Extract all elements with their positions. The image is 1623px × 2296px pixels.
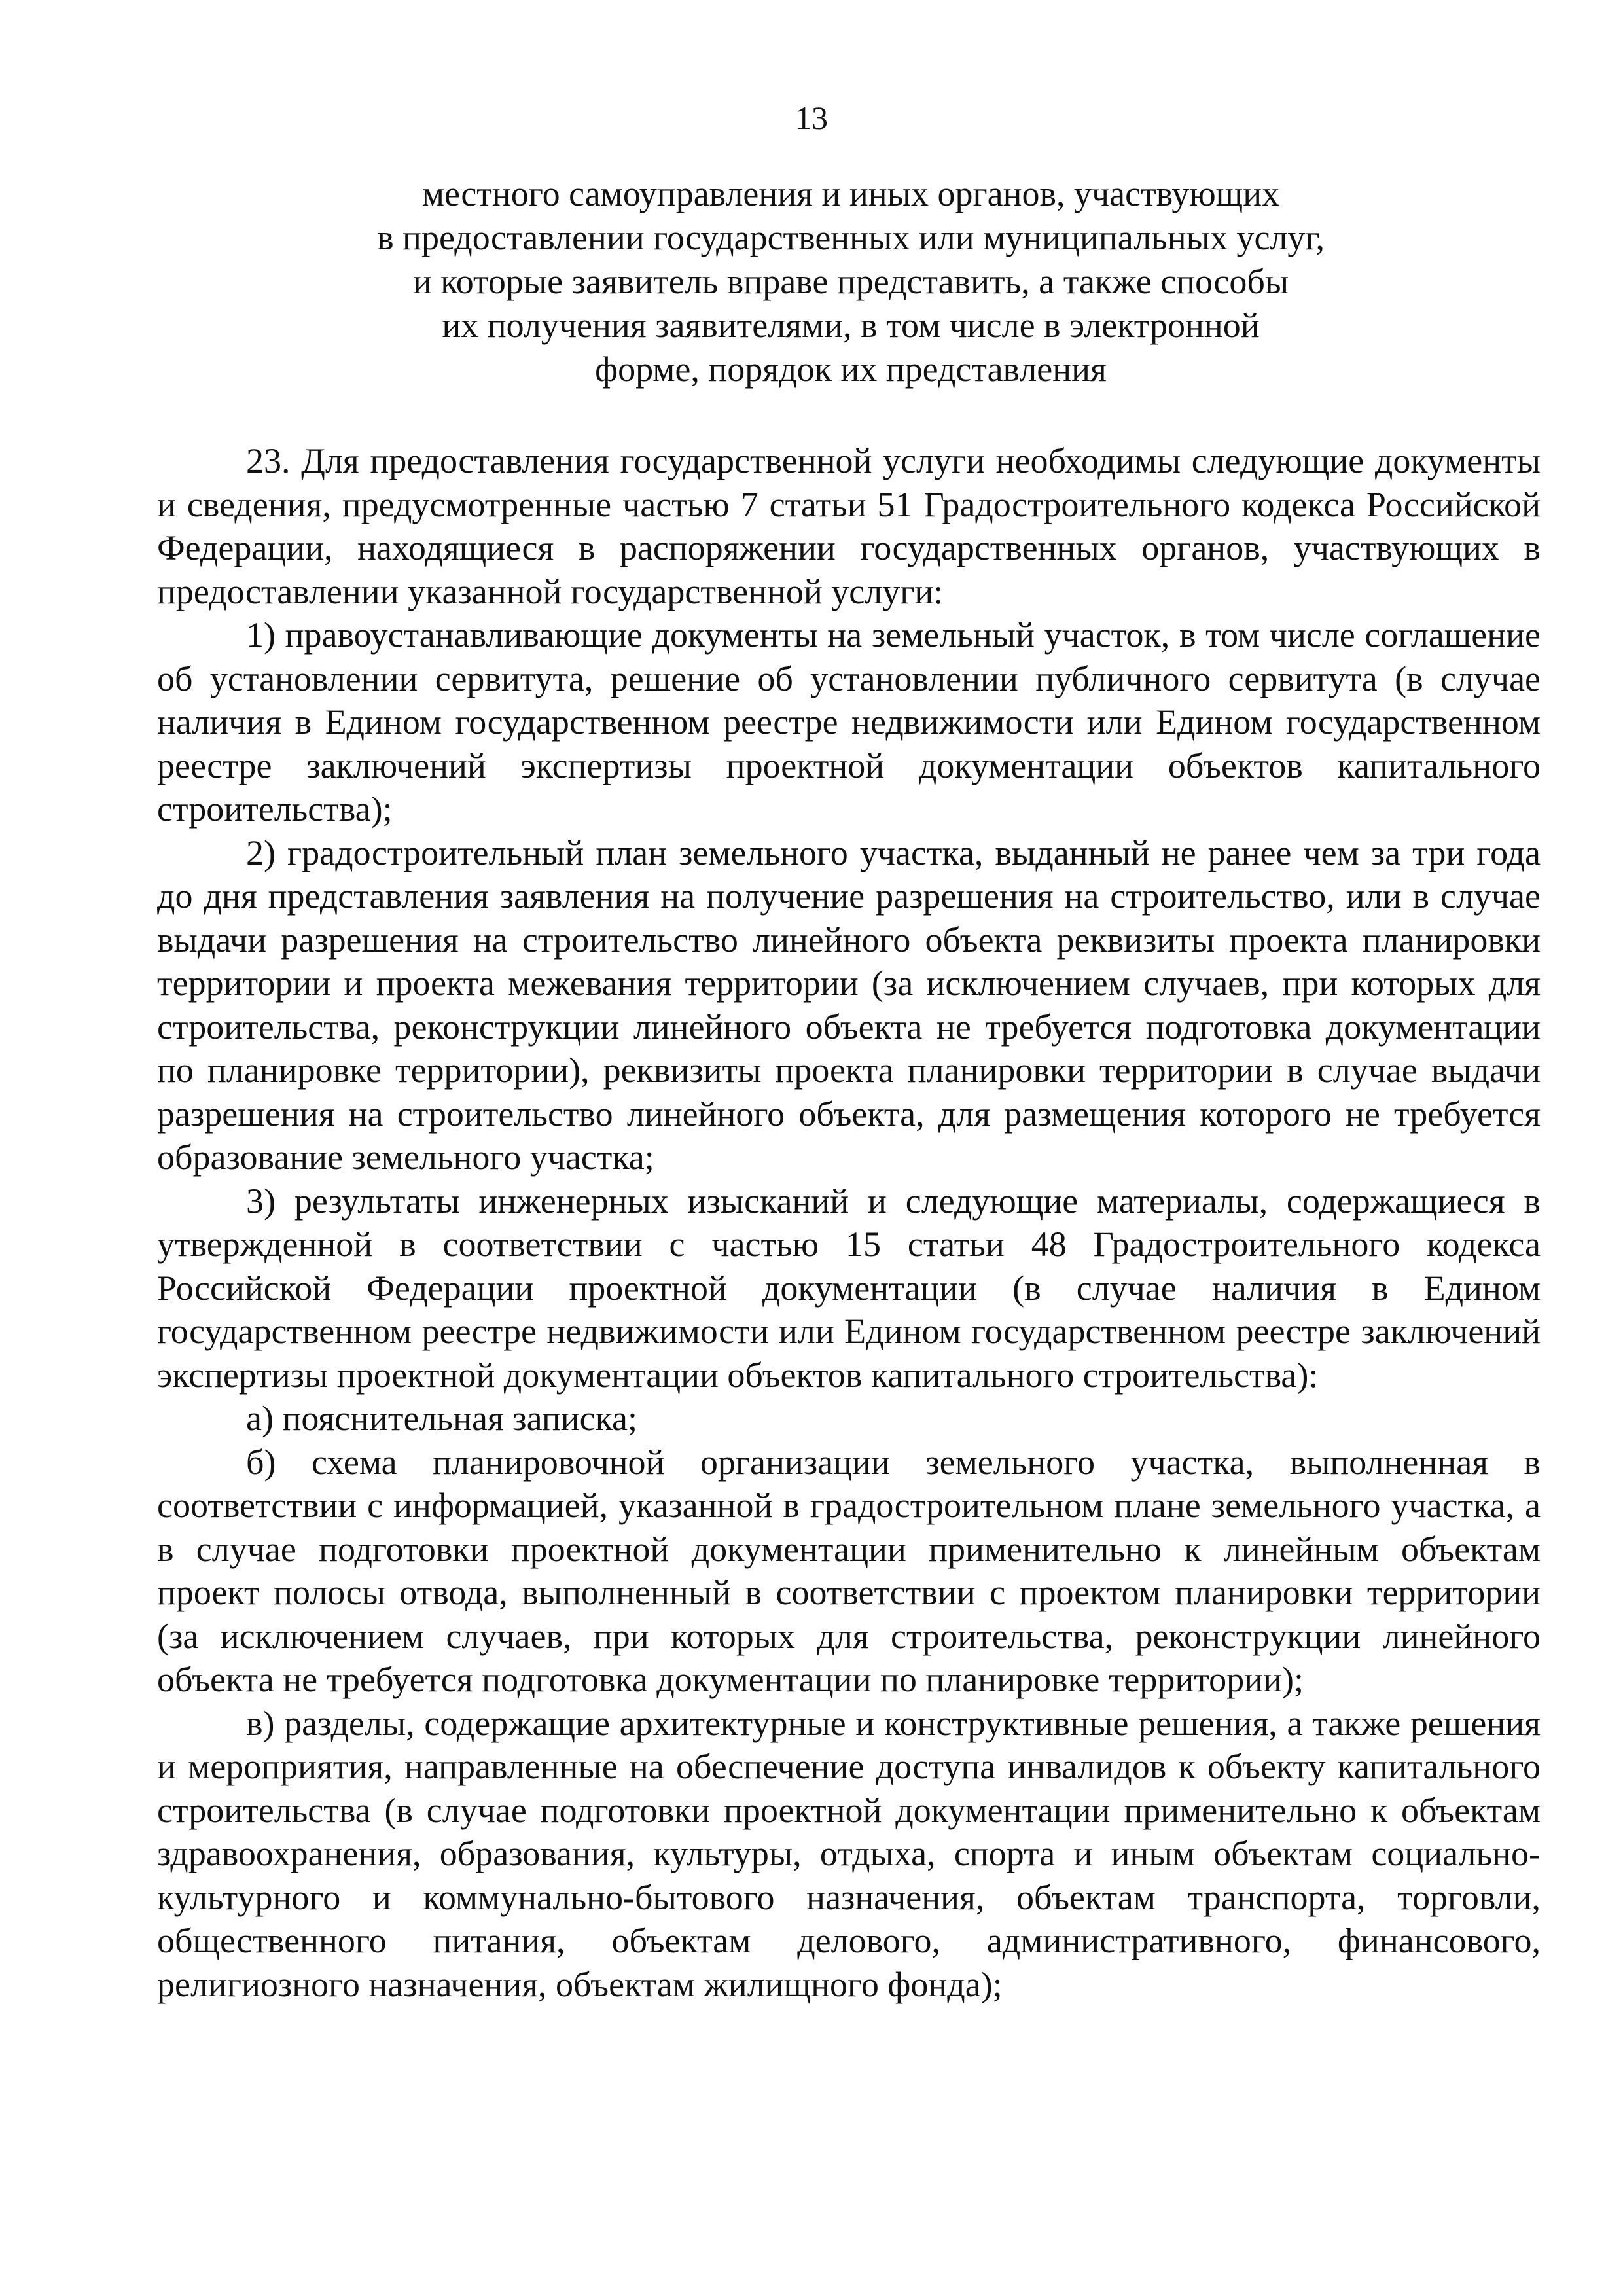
heading-line: в предоставлении государственных или муниципальных услуг, (377, 218, 1325, 257)
body-text (157, 439, 1541, 2006)
heading-line: и которые заявитель вправе представить, а также способы (412, 262, 1289, 301)
list-item-2: 2) градостроительный план земельного участка, выданный не ранее чем за три года до дня представления заявления на получение разрешения на строительство, или в случае выдачи разрешения на строительство линейного объекта реквизиты проекта планировки территории и проекта межевания территории (за исключением случаев, при которых для строительства, реконструкции линейного объекта не требуется подготовка документации по планировке территории), реквизиты проекта планировки территории в случае выдачи разрешения на строительство линейного объекта, для размещения которого не требуется образование земельного участка; (157, 833, 1541, 1177)
sub-item-b: б) схема планировочной организации земельного участка, выполненная в соответствии с информацией, указанной в градостроительном плане земельного участка, а в случае подготовки проектной документации применительно к линейным объектам проект полосы отвода, выполненный в соответствии с проектом планировки территории (за исключением случаев, при которых для строительства, реконструкции линейного объекта не требуется подготовка документации по планировке территории); (157, 1442, 1541, 1699)
paragraph-23: 23. Для предоставления государственной услуги необходимы следующие документы и сведения, предусмотренные частью 7 статьи 51 Градостроительного кодекса Российской Федерации, находящиеся в распоряжении государственных органов, участвующих в предоставлении указанной государственной услуги: (157, 441, 1541, 611)
section-heading (223, 172, 1479, 391)
sub-item-a: а) пояснительная записка; (246, 1399, 638, 1438)
heading-line: форме, порядок их представления (595, 350, 1107, 389)
heading-line: их получения заявителями, в том числе в электронной (442, 306, 1260, 345)
page-number: 13 (795, 99, 828, 136)
list-item-1: 1) правоустанавливающие документы на земельный участок, в том числе соглашение об установлении сервитута, решение об установлении публичного сервитута (в случае наличия в Едином государственном реестре недвижимости или Едином государственном реестре заключений экспертизы проектной документации объектов капитального строительства); (157, 615, 1541, 829)
sub-item-v: в) разделы, содержащие архитектурные и конструктивные решения, а также решения и мероприятия, направленные на обеспечение доступа инвалидов к объекту капитального строительства (в случае подготовки проектной документации применительно к объектам здравоохранения, образования, культуры, отдыха, спорта и иным объектам социально-культурного и коммунально-бытового назначения, объектам транспорта, торговли, общественного питания, объектам делового, административного, финансового, религиозного назначения, объектам жилищного фонда); (157, 1703, 1541, 2004)
heading-line: местного самоуправления и иных органов, участвующих (421, 174, 1280, 213)
list-item-3: 3) результаты инженерных изысканий и следующие материалы, содержащиеся в утвержденной в соответствии с частью 15 статьи 48 Градостроительного кодекса Российской Федерации проектной документации (в случае наличия в Едином государственном реестре недвижимости или Едином государственном реестре заключений экспертизы проектной документации объектов капитального строительства): (157, 1181, 1541, 1395)
